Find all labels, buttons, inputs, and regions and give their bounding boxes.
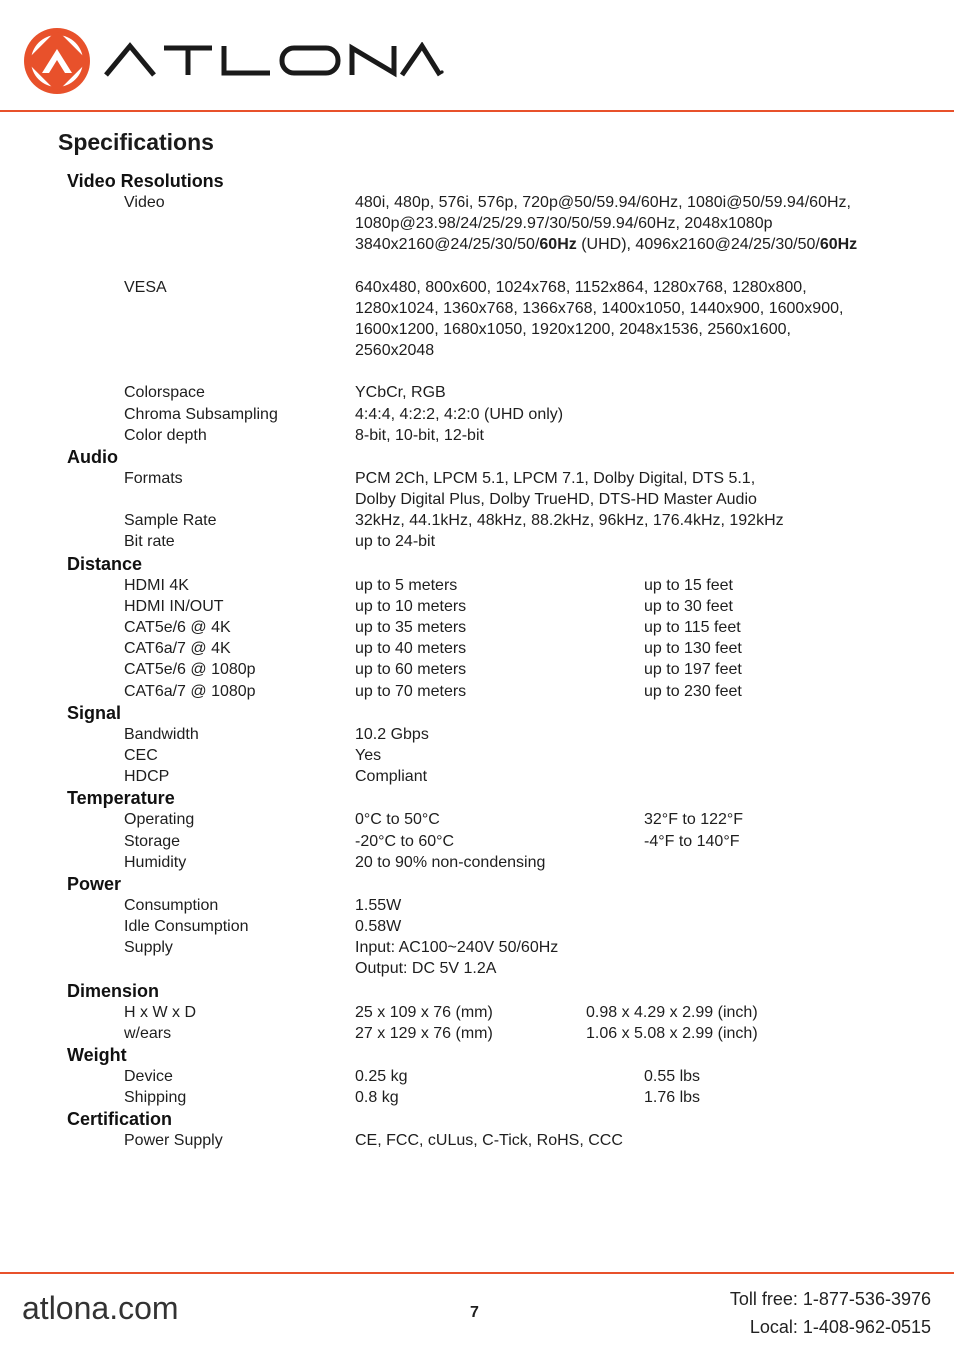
spec-row xyxy=(0,958,954,979)
spec-row xyxy=(0,404,954,425)
spec-value-metric: up to 35 meters xyxy=(355,619,467,636)
spec-row xyxy=(0,724,954,745)
spec-label: Supply xyxy=(124,939,173,957)
spec-value-imperial: up to 15 feet xyxy=(644,576,733,594)
spec-value-celsius: 0°C to 50°C xyxy=(355,811,440,829)
spec-row xyxy=(0,809,954,830)
spec-label: Storage xyxy=(124,832,181,850)
spec-value: 1080p@23.98/24/25/29.97/30/50/59.94/60Hz, 2048x1080p xyxy=(355,215,773,233)
section-heading: Power xyxy=(67,873,122,894)
spec-value: 10.2 Gbps xyxy=(355,725,429,743)
section-heading: Certification xyxy=(67,1109,173,1130)
spec-row xyxy=(0,489,954,510)
signal-section xyxy=(0,702,954,788)
spec-value: Dolby Digital Plus, Dolby TrueHD, DTS-HD Master Audio xyxy=(355,491,757,509)
spec-label: Bit rate xyxy=(124,533,175,551)
spec-value-metric: up to 60 meters xyxy=(355,661,467,679)
spec-label: Idle Consumption xyxy=(124,918,249,936)
spec-label: Chroma Subsampling xyxy=(124,405,278,423)
spec-value-inch: 1.06 x 5.08 x 2.99 (inch) xyxy=(586,1024,758,1042)
spec-label: Device xyxy=(124,1068,173,1085)
spec-label: CAT5e/6 @ 1080p xyxy=(124,661,256,679)
spec-row xyxy=(0,831,954,852)
spec-label: Shipping xyxy=(124,1089,187,1107)
spec-value: 32kHz, 44.1kHz, 48kHz, 88.2kHz, 96kHz, 176.4kHz, 192kHz xyxy=(355,512,784,530)
footer-website: atlona.com xyxy=(22,1290,179,1326)
spec-label: Consumption xyxy=(124,896,219,914)
spec-value: 1280x1024, 1360x768, 1366x768, 1400x1050, 1440x900, 1600x900, xyxy=(355,299,844,317)
spec-row xyxy=(0,596,954,617)
spec-row xyxy=(0,916,954,937)
spec-value-bold: 60Hz xyxy=(819,236,858,254)
spec-value-bold: 60Hz xyxy=(539,236,577,254)
power-section xyxy=(0,873,954,980)
spec-value-metric: up to 5 meters xyxy=(355,576,458,594)
video-resolutions-section xyxy=(0,170,954,446)
spec-label: Humidity xyxy=(124,853,187,871)
spec-label: HDMI 4K xyxy=(124,576,189,594)
dimension-section xyxy=(0,980,954,1044)
spec-value: 480i, 480p, 576i, 576p, 720p@50/59.94/60Hz, 1080i@50/59.94/60Hz, xyxy=(355,194,851,211)
spec-row xyxy=(0,766,954,787)
spec-value xyxy=(355,234,857,255)
spec-label: Colorspace xyxy=(124,384,205,402)
spec-row xyxy=(0,510,954,531)
spec-row xyxy=(0,1066,954,1087)
footer-divider xyxy=(0,1272,954,1274)
spec-row xyxy=(0,1002,954,1023)
spec-label: Power Supply xyxy=(124,1132,223,1150)
spec-value-part: (UHD), 4096x2160@24/25/30/50/ xyxy=(576,236,820,254)
page-number: 7 xyxy=(470,1304,479,1321)
spec-label: Formats xyxy=(124,469,183,487)
section-heading: Distance xyxy=(67,553,143,574)
spec-row xyxy=(0,852,954,873)
spec-value-imperial: up to 115 feet xyxy=(644,619,741,636)
certification-section xyxy=(0,1108,954,1151)
spec-label: w/ears xyxy=(124,1024,172,1042)
spec-value: Output: DC 5V 1.2A xyxy=(355,960,497,978)
spec-value: Yes xyxy=(355,746,382,764)
section-heading: Signal xyxy=(67,702,122,723)
spec-value: Compliant xyxy=(355,768,428,786)
spec-value: 20 to 90% non-condensing xyxy=(355,853,546,871)
header-divider xyxy=(0,110,954,112)
spec-table xyxy=(0,170,954,1152)
spec-value: 8-bit, 10-bit, 12-bit xyxy=(355,426,484,444)
spec-row xyxy=(0,1087,954,1108)
spec-value-fahrenheit: -4°F to 140°F xyxy=(644,832,740,850)
spec-row xyxy=(0,382,954,403)
spec-row xyxy=(0,468,954,489)
spec-value-inch: 0.98 x 4.29 x 2.99 (inch) xyxy=(586,1003,758,1021)
section-heading: Audio xyxy=(67,446,118,467)
spec-row xyxy=(0,277,954,298)
local-phone: Local: 1-408-962-0515 xyxy=(749,1317,931,1337)
spec-label: Bandwidth xyxy=(124,725,199,743)
page-title: Specifications xyxy=(58,129,214,155)
page-header xyxy=(0,0,954,112)
spec-value-metric: up to 40 meters xyxy=(355,640,467,658)
audio-section xyxy=(0,446,954,553)
spec-value-imperial: up to 230 feet xyxy=(644,682,742,700)
spec-value-part: 3840x2160@24/25/30/50/ xyxy=(355,236,540,254)
spec-row xyxy=(0,745,954,766)
spec-value: 0.58W xyxy=(355,918,402,936)
spec-label: Sample Rate xyxy=(124,512,217,530)
spec-value: 1.55W xyxy=(355,896,402,914)
spec-row xyxy=(0,575,954,596)
spec-value-imperial: up to 130 feet xyxy=(644,640,742,658)
weight-section xyxy=(0,1044,954,1108)
distance-section xyxy=(0,553,954,702)
spec-row xyxy=(0,1023,954,1044)
spec-row xyxy=(0,681,954,702)
spec-value-kg: 0.8 kg xyxy=(355,1089,399,1107)
spec-row xyxy=(0,234,954,255)
spec-value-kg: 0.25 kg xyxy=(355,1068,408,1085)
spec-value: PCM 2Ch, LPCM 5.1, LPCM 7.1, Dolby Digital, DTS 5.1, xyxy=(355,469,756,487)
spec-value: 640x480, 800x600, 1024x768, 1152x864, 1280x768, 1280x800, xyxy=(355,278,807,296)
spec-value-celsius: -20°C to 60°C xyxy=(355,832,455,850)
spec-value-imperial: up to 30 feet xyxy=(644,597,733,615)
spec-row xyxy=(0,319,954,340)
spec-label: CEC xyxy=(124,746,158,764)
spec-value: 1600x1200, 1680x1050, 1920x1200, 2048x1536, 2560x1600, xyxy=(355,320,791,338)
spec-label: Video xyxy=(124,194,165,211)
spec-label: CAT5e/6 @ 4K xyxy=(124,619,231,636)
spec-value: 4:4:4, 4:2:2, 4:2:0 (UHD only) xyxy=(355,405,564,423)
spec-label: CAT6a/7 @ 4K xyxy=(124,640,231,658)
spec-row xyxy=(0,937,954,958)
spec-row xyxy=(0,531,954,552)
spec-label: H x W x D xyxy=(124,1003,196,1021)
spec-value-lbs: 0.55 lbs xyxy=(644,1068,701,1085)
spec-row xyxy=(0,617,954,638)
section-heading: Video Resolutions xyxy=(67,171,224,191)
spec-value-metric: up to 70 meters xyxy=(355,682,467,700)
spec-label: CAT6a/7 @ 1080p xyxy=(124,682,256,700)
spec-row xyxy=(0,1130,954,1151)
section-heading: Weight xyxy=(67,1045,127,1065)
atlona-logo-icon xyxy=(22,26,92,96)
spec-value-mm: 27 x 129 x 76 (mm) xyxy=(355,1024,493,1042)
spec-value: 2560x2048 xyxy=(355,342,435,360)
spec-row xyxy=(0,298,954,319)
spec-label: HDCP xyxy=(124,768,170,786)
spec-label: Color depth xyxy=(124,426,207,444)
atlona-wordmark xyxy=(102,42,444,78)
spec-row xyxy=(0,213,954,234)
spec-label: Operating xyxy=(124,811,195,829)
spec-value-fahrenheit: 32°F to 122°F xyxy=(644,811,744,829)
spec-value: Input: AC100~240V 50/60Hz xyxy=(355,939,559,957)
spec-label: VESA xyxy=(124,278,167,296)
temperature-section xyxy=(0,787,954,873)
spec-row xyxy=(0,638,954,659)
spec-row xyxy=(0,192,954,213)
section-heading: Dimension xyxy=(67,980,160,1001)
spec-value-mm: 25 x 109 x 76 (mm) xyxy=(355,1003,493,1021)
spec-row xyxy=(0,659,954,680)
spec-row xyxy=(0,425,954,446)
spec-label: HDMI IN/OUT xyxy=(124,597,224,615)
tollfree-phone: Toll free: 1-877-536-3976 xyxy=(729,1289,931,1309)
footer-contact xyxy=(730,1285,931,1341)
spec-value-lbs: 1.76 lbs xyxy=(644,1089,701,1107)
spec-row xyxy=(0,895,954,916)
spec-value: up to 24-bit xyxy=(355,533,436,551)
spec-value: CE, FCC, cULus, C-Tick, RoHS, CCC xyxy=(355,1132,623,1150)
spec-value-metric: up to 10 meters xyxy=(355,597,467,615)
spec-value: YCbCr, RGB xyxy=(355,384,446,402)
spec-value-imperial: up to 197 feet xyxy=(644,661,742,679)
section-heading: Temperature xyxy=(67,788,175,809)
spec-row xyxy=(0,340,954,361)
